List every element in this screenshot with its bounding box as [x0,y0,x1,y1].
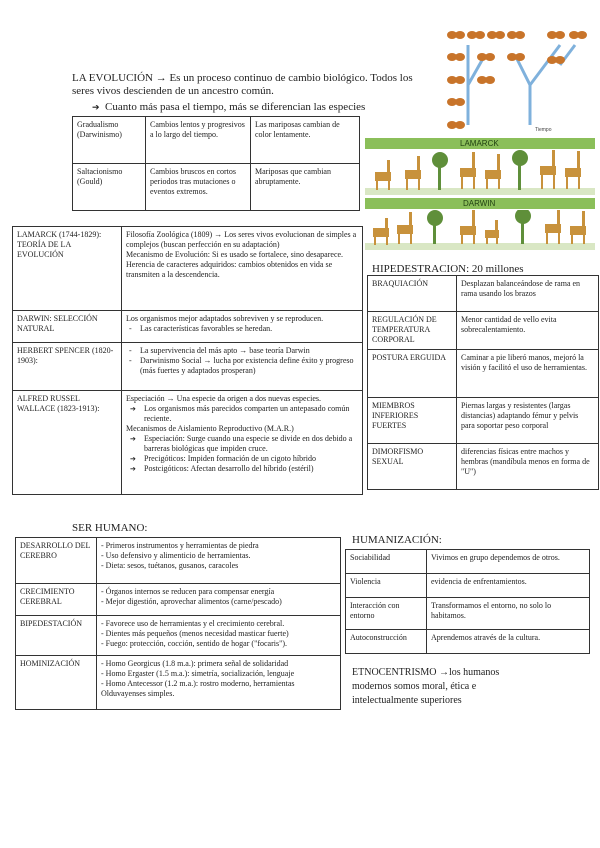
table-cell: Piernas largas y resistentes (largas distancias) adaptando fémur y pelvis para soportar peso corporal [457,398,599,444]
lamarck-giraffes-image [365,150,595,195]
theory-description [122,343,363,391]
theory-name: LAMARCK (1744-1829): TEORÍA DE LA EVOLUCIÓN [13,227,122,311]
table-cell: Cambios lentos y progresivos a lo largo del tiempo. [146,117,251,164]
list-item: ➔ Especiación: Surge cuando una especie se divide en dos debido a barreras biológicas que impiden cruce. [126,434,358,454]
table-row [368,276,599,312]
list-item: ➔ Postcigóticos: Afectan desarrollo del híbrido (estéril) [126,464,358,474]
table-row [368,350,599,398]
list-item: - Las características favorables se heredan. [126,324,358,334]
table-row [16,584,341,616]
humanizacion-title: HUMANIZACIÓN: [352,534,442,546]
table-row [16,616,341,656]
tree-caption: Tiempo [535,127,552,133]
table-cell: Menor cantidad de vello evita sobrecalentamiento. [457,312,599,350]
evolution-table [72,116,360,211]
butterfly-icon [467,31,485,39]
table-row [346,630,590,654]
butterfly-icon [447,98,465,106]
table-row [13,343,363,391]
table-cell: - Primeros instrumentos y herramientas de piedra - Uso defensivo y alimenticio de herramientas. - Dieta: sesos, tuétanos, gusanos, caracoles [97,538,341,584]
table-cell: HOMINIZACIÓN [16,656,97,710]
lamarck-banner [365,138,595,149]
table-row [16,538,341,584]
darwin-banner [365,198,595,209]
table-row [346,550,590,574]
table-row [368,398,599,444]
humanizacion-table [345,549,590,654]
table-cell: Mariposas que cambian abruptamente. [251,164,360,211]
theory-name: ALFRED RUSSEL WALLACE (1823-1913): [13,391,122,495]
lamarck-label: LAMARCK [460,139,499,148]
theory-description: Filosofía Zoológica (1809) → Los seres vivos evolucionan de simples a complejos (buscan perfección en su adaptación) Mecanismo de Evolución: Si es usado se fortalece, sino desaparece. Herencia de caracteres adquiridos: cambios obtenidos en vida se transmiten a la descendencia. [122,227,363,311]
etnocentrismo-text: ETNOCENTRISMO →los humanos modernos somos moral, ética e intelectualmente superiores [352,667,500,706]
table-row [346,598,590,630]
table-cell: Sociabilidad [346,550,427,574]
table-cell: Aprendemos através de la cultura. [427,630,590,654]
table-row [13,227,363,311]
table-cell: Las mariposas cambian de color lentamente. [251,117,360,164]
theory-name: DARWIN: SELECCIÓN NATURAL [13,311,122,343]
theory-name: HERBERT SPENCER (1820-1903): [13,343,122,391]
table-cell: - Homo Georgicus (1.8 m.a.): primera señal de solidaridad - Homo Ergaster (1.5 m.a.): simetría, socialización, lenguaje - Homo Antecessor (1.2 m.a.): rostro moderno, herramientas Olduvayenses simples. [97,656,341,710]
table-cell: Cambios bruscos en cortos periodos tras mutaciones o eventos extremos. [146,164,251,211]
table-cell: DIMORFISMO SEXUAL [368,444,457,490]
butterfly-icon [447,76,465,84]
list-item: - Darwinismo Social → lucha por existencia define éxito y progreso (más fuertes y adaptados prosperan) [126,356,358,376]
table-cell: Caminar a pie liberó manos, mejoró la visión y facilitó el uso de herramientas. [457,350,599,398]
giraffe-figure [365,138,595,250]
table-cell: Saltacionismo (Gould) [73,164,146,211]
butterfly-icon [477,53,495,61]
list-item: ➔ Los organismos más parecidos comparten un antepasado común reciente. [126,404,358,424]
evolution-title: LA EVOLUCIÓN → Es un proceso continuo de cambio biológico. Todos los seres vivos descienden de un ancestro común. [72,72,413,97]
table-cell: Desplazan balanceándose de rama en rama usando los brazos [457,276,599,312]
table-cell: evidencia de enfrentamientos. [427,574,590,598]
butterfly-icon [447,31,465,39]
hipedestracion-table [367,275,599,490]
table-cell: - Órganos internos se reducen para compensar energía - Mejor digestión, aprovechar alimentos (carne/pescado) [97,584,341,616]
table-cell: Autoconstrucción [346,630,427,654]
darwin-label: DARWIN [463,199,496,208]
theory-description: Especiación → Una especie da origen a dos nuevas especies. ➔ Los organismos más parecidos comparten un antepasado común reciente. Mecanismos de Aislamiento Reproductivo (M.A.R.) ➔ Especiación: Surge cuando una especie se divide en dos debido a barreras biológicas que impiden cruce. ➔ Precigóticos: Impiden formación de un cigoto híbrido ➔ Postcigóticos: Afectan desarrollo del híbrido (estéril) [122,391,363,495]
butterfly-icon [477,76,495,84]
table-cell: Violencia [346,574,427,598]
table-row [368,444,599,490]
table-row [368,312,599,350]
butterfly-tree-figure [440,25,590,135]
table-row [346,574,590,598]
hipedestracion-title: HIPEDESTRACION: 20 millones [372,263,524,275]
table-cell: Transformamos el entorno, no solo lo habitamos. [427,598,590,630]
ser-humano-title: SER HUMANO: [72,522,148,534]
evolution-bullet: ➔ Cuanto más pasa el tiempo, más se diferencian las especies [92,101,366,113]
table-row [16,656,341,710]
butterfly-icon [547,56,565,64]
arrow-icon: ➔ [92,102,100,112]
theory-description: Los organismos mejor adaptados sobreviven y se reproducen. - Las características favorables se heredan. [122,311,363,343]
butterfly-icon [547,31,565,39]
butterfly-icon [507,31,525,39]
butterfly-icon [569,31,587,39]
list-item: ➔ Precigóticos: Impiden formación de un cigoto híbrido [126,454,358,464]
table-row [13,311,363,343]
table-cell: MIEMBROS INFERIORES FUERTES [368,398,457,444]
table-row [13,391,363,495]
table-cell: CRECIMIENTO CEREBRAL [16,584,97,616]
darwin-giraffes-image [365,210,595,250]
butterfly-icon [447,53,465,61]
list-item: - La supervivencia del más apto → base teoría Darwin [126,346,358,356]
table-cell: Vivimos en grupo dependemos de otros. [427,550,590,574]
butterfly-icon [487,31,505,39]
ser-humano-table [15,537,341,710]
butterfly-icon [447,121,465,129]
table-cell: Interacción con entorno [346,598,427,630]
table-cell: REGULACIÓN DE TEMPERATURA CORPORAL [368,312,457,350]
table-cell: POSTURA ERGUIDA [368,350,457,398]
table-cell: BRAQUIACIÓN [368,276,457,312]
table-cell: BIPEDESTACIÓN [16,616,97,656]
table-cell: DESARROLLO DEL CEREBRO [16,538,97,584]
table-row [73,117,360,164]
table-cell: - Favorece uso de herramientas y el crecimiento cerebral. - Dientes más pequeños (menos necesidad masticar fuerte) - Fuego: protección, cocción, sentido de hogar ("focaris"). [97,616,341,656]
table-row [73,164,360,211]
table-cell: diferencias físicas entre machos y hembras (mandíbula menos en forma de "U") [457,444,599,490]
table-cell: Gradualismo (Darwinismo) [73,117,146,164]
theories-table [12,226,363,495]
